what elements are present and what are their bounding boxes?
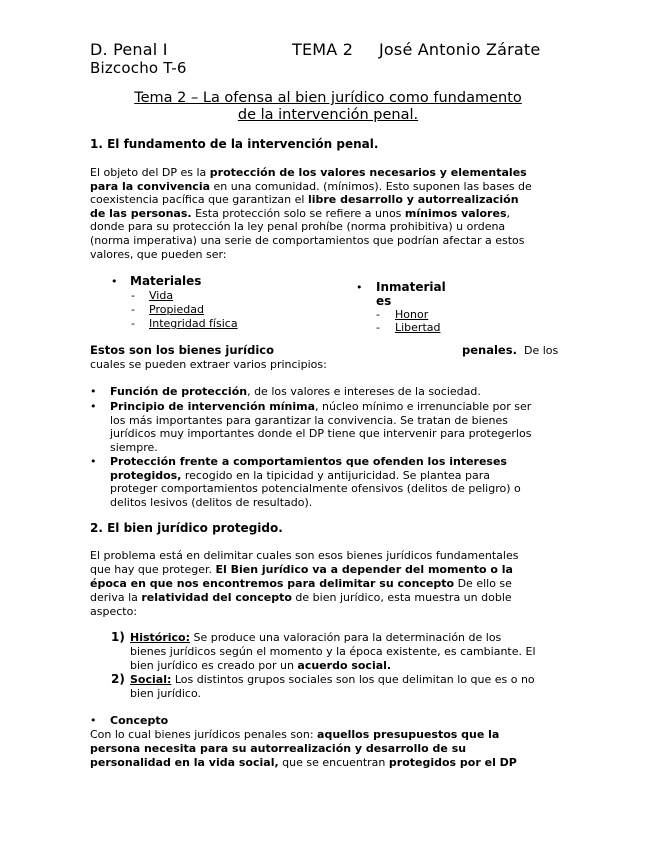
text-run: libre desarrollo y autorrealización: [307, 193, 519, 207]
bullet-icon: •: [90, 714, 97, 727]
page-title: [48, 90, 608, 124]
text-run: De ello se: [454, 577, 512, 590]
bullet-icon: •: [90, 455, 97, 468]
text-line: [110, 400, 531, 414]
text-run: deriva la: [90, 591, 142, 604]
text-run: (norma imperativa) una serie de comportamientos que podrían afectar a estos: [90, 233, 525, 247]
text-line: [130, 631, 536, 645]
inmateriales-label: [376, 280, 446, 308]
text-run: Social:: [130, 673, 172, 686]
text-line: [110, 441, 531, 455]
dash-icon: -: [131, 289, 135, 302]
dash-icon: -: [376, 321, 380, 334]
text-line: [90, 220, 570, 234]
course-name: D. Penal I: [90, 40, 168, 59]
text-run: aspecto:: [90, 605, 138, 618]
section-2-heading: 2. El bien jurídico protegido.: [90, 521, 283, 535]
text-run: aquellos presupuestos que la: [317, 728, 500, 741]
text-run: proteger comportamientos potencialmente ofensivos (delitos de peligro) o: [110, 482, 521, 496]
text-line: [90, 193, 570, 207]
section-1-heading: 1. El fundamento de la intervención penal.: [90, 137, 379, 151]
text-line: [90, 577, 570, 591]
text-line: [90, 756, 570, 770]
text-run: mínimos valores: [404, 206, 507, 220]
text-run: Los distintos grupos sociales son los que delimitan lo que es o no: [171, 673, 535, 686]
principle-item: [110, 455, 521, 509]
text-line: [90, 234, 570, 248]
text-line: [130, 687, 535, 701]
principles-intro: cuales se pueden extraer varios principios:: [90, 358, 327, 371]
bullet-icon: •: [356, 281, 363, 294]
dash-icon: -: [131, 317, 135, 330]
text-run: Histórico:: [130, 631, 191, 644]
text-run: Principio de intervención mínima: [110, 400, 316, 413]
text-run: donde para su protección la ley penal prohíbe (norma prohibitiva) u ordena: [90, 220, 506, 234]
text-run: , de los valores e intereses de la sociedad.: [247, 385, 481, 398]
concepto-paragraph: [90, 728, 570, 770]
topic-label: TEMA 2: [292, 40, 354, 59]
text-line: [90, 166, 570, 180]
text-run: recogido en la tipicidad y antijuricidad. Se plantea para: [181, 468, 491, 482]
dash-icon: -: [376, 308, 380, 321]
text-line: [90, 728, 570, 742]
text-run: relatividad del concepto: [141, 591, 292, 604]
text-line: [90, 742, 570, 756]
bullet-icon: •: [90, 400, 97, 413]
text-run: que se encuentran: [278, 756, 389, 769]
text-run: Esta protección solo se refiere a unos: [191, 206, 405, 220]
text-line: [110, 482, 521, 496]
text-line: [90, 563, 570, 577]
concepto-label: Concepto: [110, 714, 169, 727]
text-run: protección de los valores necesarios y elementales: [209, 166, 527, 179]
text-run: coexistencia pacífica que garantizan el: [90, 193, 308, 207]
aspect-item: [130, 631, 536, 673]
text-run: Con lo cual bienes jurídicos penales son:: [90, 728, 318, 741]
text-run: época en que nos encontremos para delimitar su concepto: [90, 577, 455, 590]
section-2-paragraph: [90, 549, 570, 619]
text-line: [90, 605, 570, 619]
text-run: protegidos por el DP: [388, 756, 517, 769]
materiales-item: Propiedad: [149, 303, 204, 316]
page-title-line-2: de la intervención penal.: [237, 107, 419, 123]
text-run: acuerdo social.: [297, 659, 392, 672]
text-line: [110, 385, 481, 399]
aspect-number: 1): [111, 630, 125, 644]
text-line: [110, 455, 521, 469]
text-run: protegidos,: [110, 468, 182, 482]
bullet-icon: •: [90, 385, 97, 398]
bienes-juridicos-penales: penales.: [462, 343, 517, 357]
text-run: valores, que pueden ser:: [90, 247, 227, 261]
text-run: en una comunidad. (mínimos). Esto suponen las bases de: [210, 179, 532, 193]
text-line: [90, 248, 570, 262]
text-line: [130, 659, 536, 673]
materiales-item: Integridad física: [149, 317, 238, 330]
text-line: [90, 591, 570, 605]
bienes-juridicos-tail: De los: [524, 344, 559, 357]
principle-item: [110, 400, 531, 454]
text-run: El Bien jurídico va a depender del momento o la: [215, 563, 513, 576]
text-line: [130, 645, 536, 659]
page-title-line-1: Tema 2 – La ofensa al bien jurídico como fundamento: [134, 90, 522, 106]
text-run: personalidad en la vida social,: [90, 756, 279, 769]
inmateriales-label-line-2: es: [376, 294, 392, 308]
section-1-paragraph: [90, 166, 570, 261]
text-line: [110, 414, 531, 428]
text-run: bien jurídico.: [130, 687, 202, 700]
text-run: de las personas.: [90, 206, 192, 220]
text-run: El objeto del DP es la: [90, 166, 210, 179]
text-run: bien jurídico es creado por un: [130, 659, 298, 672]
text-run: jurídicos muy importantes donde el DP tiene que intervenir para protegerlos: [110, 427, 532, 441]
inmateriales-label-line-1: Inmaterial: [376, 280, 446, 294]
text-line: [90, 549, 570, 563]
text-line: [110, 469, 521, 483]
text-run: de bien jurídico, esta muestra un doble: [291, 591, 512, 604]
text-run: Función de protección: [110, 385, 248, 398]
text-line: [110, 427, 531, 441]
text-run: Protección frente a comportamientos que ofenden los intereses: [110, 455, 507, 468]
text-run: delitos lesivos (delitos de resultado).: [110, 495, 313, 509]
text-line: [90, 207, 570, 221]
materiales-item: Vida: [149, 289, 174, 302]
dash-icon: -: [131, 303, 135, 316]
text-run: bienes jurídicos según el momento y la época existente, es cambiante. El: [130, 645, 536, 658]
author-name: José Antonio Zárate: [379, 40, 541, 59]
text-run: persona necesita para su autorrealización y desarrollo de su: [90, 742, 467, 755]
text-line: [130, 673, 535, 687]
aspect-item: [130, 673, 535, 701]
materiales-label: Materiales: [130, 274, 202, 288]
inmateriales-item: Libertad: [395, 321, 441, 334]
inmateriales-item: Honor: [395, 308, 429, 321]
bullet-icon: •: [111, 275, 118, 288]
document-subtitle: Bizcocho T-6: [90, 59, 187, 77]
text-run: ,: [506, 206, 510, 220]
text-line: [90, 180, 570, 194]
bienes-juridicos-statement: Estos son los bienes jurídico: [90, 343, 275, 357]
text-run: para la convivencia: [90, 179, 211, 193]
text-run: que hay que proteger.: [90, 563, 216, 576]
principle-item: [110, 385, 481, 399]
text-run: Se produce una valoración para la determinación de los: [190, 631, 502, 644]
text-run: , núcleo mínimo e irrenunciable por ser: [315, 400, 532, 413]
text-run: siempre.: [110, 440, 158, 454]
aspect-number: 2): [111, 672, 125, 686]
text-run: los más importantes para garantizar la convivencia. Se tratan de bienes: [110, 413, 508, 427]
text-run: El problema está en delimitar cuales son esos bienes jurídicos fundamentales: [90, 549, 519, 562]
text-line: [110, 496, 521, 510]
